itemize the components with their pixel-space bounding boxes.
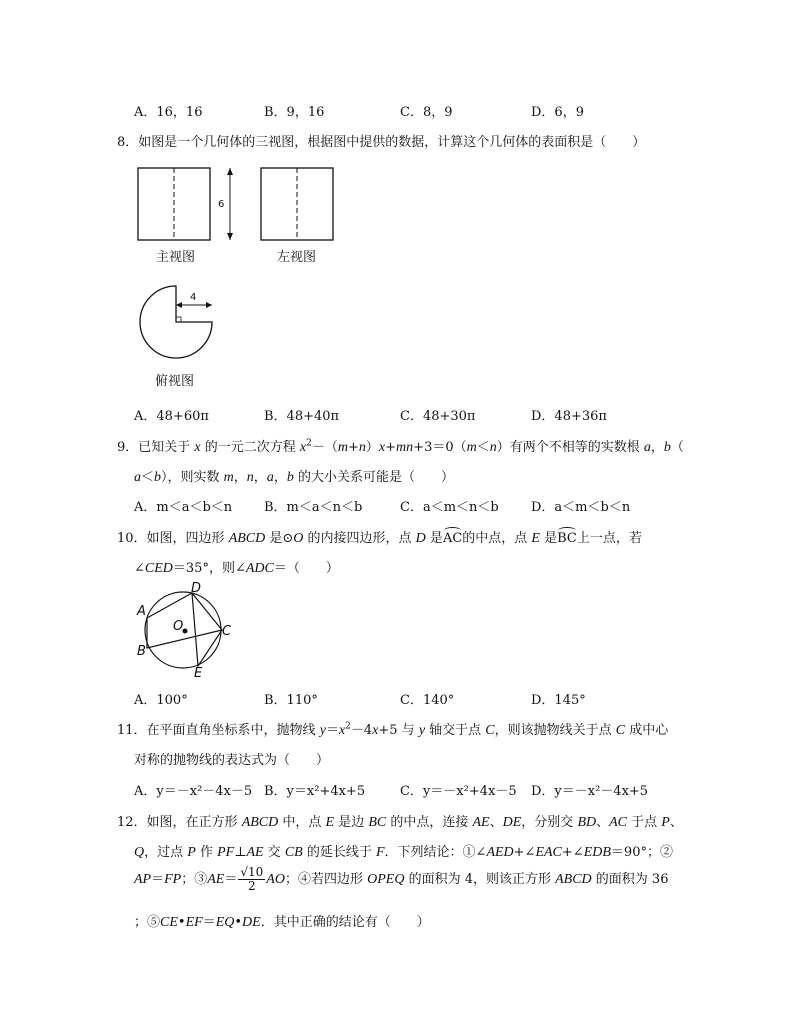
q8-option-b[interactable]: B．48+40π <box>264 409 340 424</box>
height-arrow-top <box>227 168 233 175</box>
q10-stem-line1: 10．如图，四边形 ABCD 是⊙O 的内接四边形，点 D 是AC的中点，点 E 是BC上一点，若 <box>117 531 642 546</box>
q11-option-d[interactable]: D．y＝－x²－4x+5 <box>531 784 649 799</box>
label-a: A <box>137 604 146 619</box>
radius-label: 4 <box>190 292 197 303</box>
label-b: B <box>137 644 146 659</box>
q10-option-a[interactable]: A．100° <box>134 693 188 708</box>
right-angle-mark <box>176 317 181 322</box>
q8-option-c[interactable]: C．48+30π <box>400 409 476 424</box>
q11-stem-line1: 11．在平面直角坐标系中，抛物线 $y=x^2-4x+5$ 与 y 轴交于点 C，则该抛物线关于点 C 成中心 <box>117 721 669 738</box>
q9-option-b[interactable]: B．m＜a＜n＜b <box>264 500 363 515</box>
q10-stem-line2: ∠CED＝35°，则∠ADC＝（ ） <box>134 561 339 576</box>
q12-stem-line1: 12．如图，在正方形 ABCD 中，点 E 是边 BC 的中点，连接 AE、DE，分别交 BD、AC 于点 P、 <box>117 815 683 830</box>
radius-arrow-right <box>206 302 212 308</box>
center-o <box>183 629 188 634</box>
height-arrow-bottom <box>227 233 233 240</box>
label-o: O <box>173 619 184 634</box>
q10-option-b[interactable]: B．110° <box>264 693 318 708</box>
q11-option-b[interactable]: B．y＝x²+4x+5 <box>264 784 366 799</box>
radius-arrow-left <box>176 302 182 308</box>
label-d: D <box>191 581 202 596</box>
q12-stem-line3: AP＝FP；③AE＝ $\frac{√10}{2}$ AO；④若四边形 OPEQ 的面积为 4，则该正方形 ABCD 的面积为 36 <box>134 865 669 893</box>
q7-option-d[interactable]: D．6，9 <box>531 105 584 120</box>
label-e: E <box>194 666 203 681</box>
q10-number: 10． <box>117 531 147 546</box>
q11-number: 11． <box>117 723 147 738</box>
q7-option-a[interactable]: A．16，16 <box>134 105 203 120</box>
q11-option-a[interactable]: A．y＝－x²－4x－5 <box>134 784 253 799</box>
q8-option-d[interactable]: D．48+36π <box>531 409 607 424</box>
triangle-dec <box>192 593 222 666</box>
three-view-figure <box>130 160 350 390</box>
circle-quadrilateral-figure <box>130 578 240 683</box>
q7-option-c[interactable]: C．8，9 <box>400 105 453 120</box>
q10-option-c[interactable]: C．140° <box>400 693 455 708</box>
q11-stem-line2: 对称的抛物线的表达式为（ ） <box>134 753 330 768</box>
q12-stem-line4: ；⑤CE•EF＝EQ•DE．其中正确的结论有（ ） <box>134 915 430 930</box>
front-view-label: 主视图 <box>156 250 196 265</box>
q12-number: 12． <box>117 815 147 830</box>
top-view-label: 俯视图 <box>155 374 195 389</box>
left-view-label: 左视图 <box>277 250 317 265</box>
q9-stem-line2: a＜b），则实数 m，n，a，b 的大小关系可能是（ ） <box>134 470 454 485</box>
q7-option-b[interactable]: B．9，16 <box>264 105 325 120</box>
fraction-sqrt10-over-2: $\frac{√10}{2}$ <box>240 865 264 893</box>
q9-number: 9． <box>117 440 139 455</box>
q11-option-c[interactable]: C．y＝－x²+4x－5 <box>400 784 517 799</box>
q10-option-d[interactable]: D．145° <box>531 693 586 708</box>
height-label: 6 <box>218 199 225 210</box>
q8-option-a[interactable]: A．48+60π <box>134 409 209 424</box>
q9-option-d[interactable]: D．a＜m＜b＜n <box>531 500 631 515</box>
q9-option-c[interactable]: C．a＜m＜n＜b <box>400 500 499 515</box>
arc-ac: AC <box>442 531 463 546</box>
q12-stem-line2: Q，过点 P 作 PF⊥AE 交 CB 的延长线于 F．下列结论：①∠AED+∠EAC+∠EDB＝90°；② <box>134 845 673 860</box>
q9-stem-line1: 9．已知关于 x 的一元二次方程 $x^2-(m+n)x+mn+3=0(m<n)$有两个不相等的实数根 a，b（ <box>117 438 684 455</box>
q8-stem: 8．如图是一个几何体的三视图，根据图中提供的数据，计算这个几何体的表面积是（ ） <box>117 135 646 150</box>
label-c: C <box>222 624 232 639</box>
q9-option-a[interactable]: A．m＜a＜b＜n <box>134 500 233 515</box>
arc-bc: BC <box>557 531 577 546</box>
